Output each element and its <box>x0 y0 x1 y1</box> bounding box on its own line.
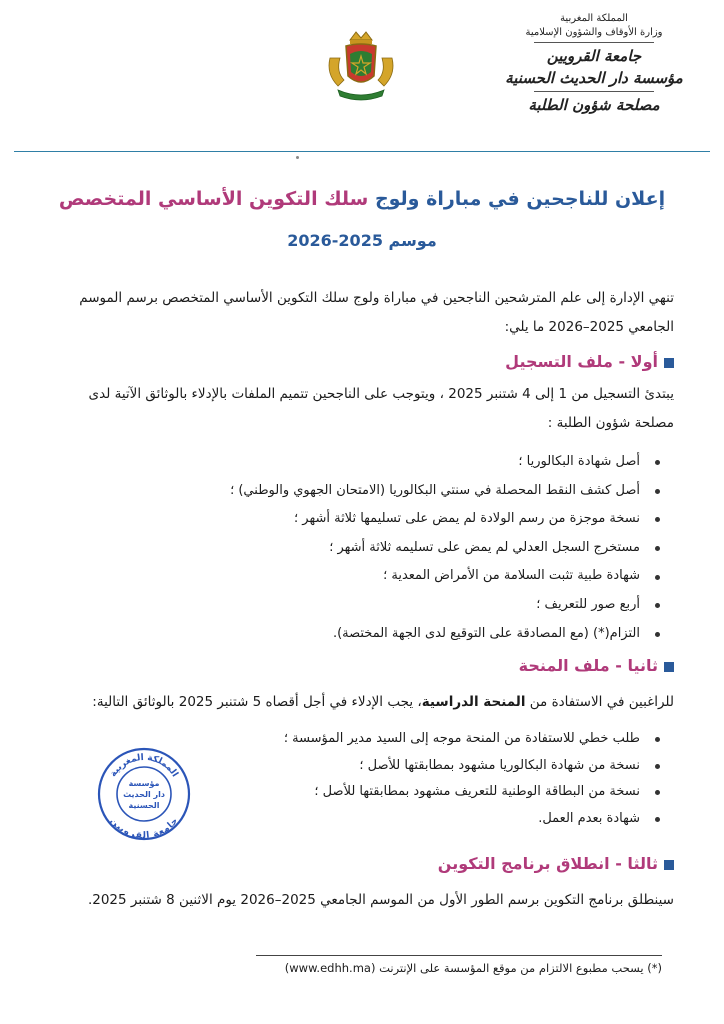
footnote-text: (*) يسحب مطبوع الالتزام من موقع المؤسسة على الإنترنت <box>379 961 662 975</box>
university-name: جامعة القرويين <box>546 47 642 65</box>
section-heading-registration: أولا - ملف التسجيل <box>54 352 674 371</box>
list-item: شهادة طبية تثبت السلامة من الأمراض المعدية ؛ <box>60 562 664 591</box>
title-part-2: سلك التكوين الأساسي المتخصص <box>58 188 369 210</box>
list-item: مستخرج السجل العدلي لم يمض على تسليمه ثلاثة أشهر ؛ <box>60 534 664 563</box>
ministry-name: وزارة الأوقاف والشؤون الإسلامية <box>525 27 663 38</box>
list-item: التزام(*) (مع المصادقة على التوقيع لدى الجهة المختصة). <box>60 620 664 649</box>
scholarship-paragraph: للراغبين في الاستفادة من المنحة الدراسية، يجب الإدلاء في أجل أقصاه 5 شتنبر 2025 بالوثائق التالية: <box>92 694 674 710</box>
section-heading-scholarship: ثانيا - ملف المنحة <box>54 656 674 675</box>
stamp-top-text: المملكة المغربية <box>108 752 180 779</box>
list-item: أربع صور للتعريف ؛ <box>60 591 664 620</box>
institution-header <box>494 12 694 116</box>
square-bullet-icon <box>664 358 674 368</box>
stamp-inner-line: مؤسسة <box>128 779 160 788</box>
royal-emblem-icon <box>320 26 402 108</box>
header-divider <box>534 91 654 92</box>
section-heading-program-start: ثالثا - انطلاق برنامج التكوين <box>54 854 674 873</box>
footnote <box>256 961 662 975</box>
list-item: أصل كشف النقط المحصلة في سنتي البكالوريا (الامتحان الجهوي والوطني) ؛ <box>60 477 664 506</box>
website-link[interactable]: (www.edhh.ma) <box>284 961 376 975</box>
stamp-inner-line: الحسنية <box>128 801 160 810</box>
list-item: طلب خطي للاستفادة من المنحة موجه إلى السيد مدير المؤسسة ؛ <box>60 726 664 753</box>
title-part-1: إعلان للناجحين في مباراة ولوج <box>368 188 666 210</box>
official-stamp-icon <box>96 746 192 842</box>
svg-text:جامعة القرويين <box>108 816 180 841</box>
list-item: شهادة بعدم العمل. <box>60 806 664 833</box>
header-divider <box>534 42 654 43</box>
square-bullet-icon <box>664 662 674 672</box>
stamp-inner-line: دار الحديث <box>123 790 165 799</box>
scan-dot <box>296 156 299 159</box>
square-bullet-icon <box>664 860 674 870</box>
institution-name: مؤسسة دار الحديث الحسنية <box>505 69 683 87</box>
registration-paragraph: يبتدئ التسجيل من 1 إلى 4 شتنبر 2025 ، ويتوجب على الناجحين تتميم الملفات بالإدلاء بالوثائق الآتية لدى مصلحة شؤون الطلبة : <box>88 386 674 431</box>
list-item: نسخة من شهادة البكالوريا مشهود بمطابقتها للأصل ؛ <box>60 753 664 780</box>
registration-documents-list <box>60 448 664 648</box>
intro-paragraph: تنهي الإدارة إلى علم المترشحين الناجحين في مباراة ولوج سلك التكوين الأساسي المتخصص برسم الموسم الجامعي 2025–2026 ما يلي: <box>79 290 674 335</box>
list-item: نسخة من البطاقة الوطنية للتعريف مشهود بمطابقتها للأصل ؛ <box>60 779 664 806</box>
header-rule <box>14 151 710 152</box>
service-name: مصلحة شؤون الطلبة <box>528 96 660 114</box>
kingdom-name: المملكة المغربية <box>560 13 628 24</box>
season-subtitle: موسم 2025-2026 <box>287 231 437 250</box>
footnote-rule <box>256 955 662 956</box>
list-item: أصل شهادة البكالوريا ؛ <box>60 448 664 477</box>
stamp-bottom-text: جامعة القرويين <box>108 815 181 841</box>
list-item: نسخة موجزة من رسم الولادة لم يمض على تسليمها ثلاثة أشهر ؛ <box>60 505 664 534</box>
announcement-title <box>20 188 704 210</box>
program-start-paragraph: سينطلق برنامج التكوين برسم الطور الأول من الموسم الجامعي 2025–2026 يوم الاثنين 8 شتنبر 2025. <box>87 892 674 908</box>
